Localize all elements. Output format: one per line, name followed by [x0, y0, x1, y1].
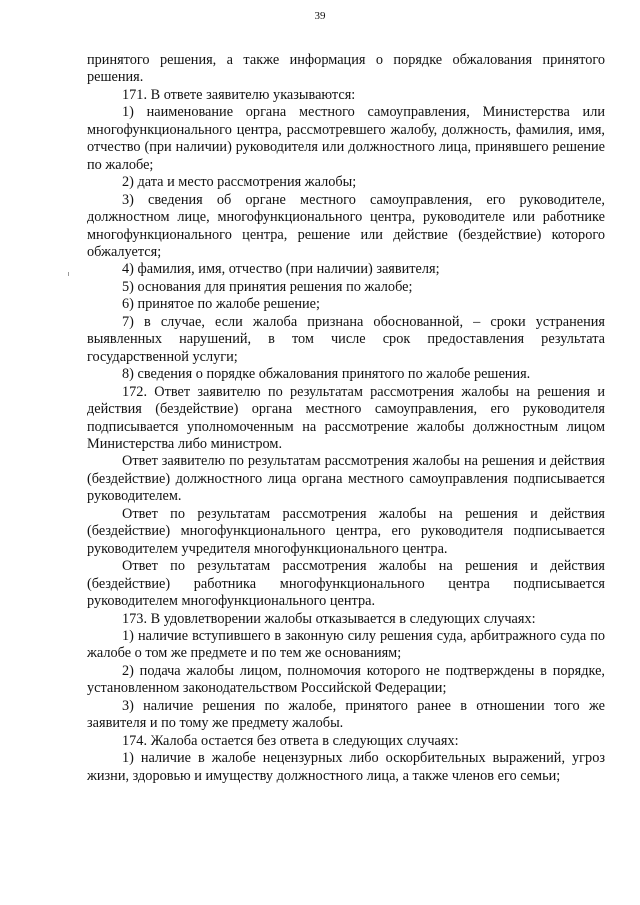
- paragraph-173-item-2: 2) подача жалобы лицом, полномочия которого не подтверждены в порядке, установленном законодательством Российской Федерации;: [87, 662, 605, 697]
- paragraph-171-heading: 171. В ответе заявителю указываются:: [122, 86, 356, 103]
- paragraph-171-item-4: 4) фамилия, имя, отчество (при наличии) заявителя;: [122, 261, 440, 278]
- paragraph-172-mfc: Ответ по результатам рассмотрения жалобы на решения и действия (бездействие) многофункционального центра, его руководителя подписывается руководителем учредителя многофункционального центра.: [87, 505, 605, 557]
- paragraph-174-heading: 174. Жалоба остается без ответа в следующих случаях:: [122, 732, 459, 749]
- document-body: [87, 52, 605, 785]
- paragraph-174-item-1: 1) наличие в жалобе нецензурных либо оскорбительных выражений, угроз жизни, здоровью и имуществу должностного лица, а также членов его семьи;: [87, 750, 605, 784]
- paragraph-171-item-1: 1) наименование органа местного самоуправления, Министерства или многофункционального центра, рассмотревшего жалобу, должность, фамилия, имя, отчество (при наличии) руководителя или должностного лица, принявшего решение по жалобе;: [87, 104, 605, 173]
- paragraph-171-item-8: 8) сведения о порядке обжалования принятого по жалобе решения.: [122, 366, 531, 383]
- scan-margin-mark: [68, 272, 69, 276]
- paragraph-172-official: Ответ заявителю по результатам рассмотрения жалобы на решения и действия (бездействие) должностного лица органа местного самоуправления подписывается руководителем.: [87, 453, 605, 505]
- paragraph-171-item-3: 3) сведения об органе местного самоуправления, его руководителе, должностном лице, многофункционального центра, руководителе или работнике многофункционального центра, решение или действие (бездействие) которого обжалуется;: [87, 191, 605, 260]
- paragraph-173-item-3: 3) наличие решения по жалобе, принятого ранее в отношении того же заявителя и по тому же предмету жалобы.: [87, 697, 605, 732]
- paragraph-continuation: принятого решения, а также информация о порядке обжалования принятого решения.: [87, 52, 605, 86]
- paragraph-171-item-6: 6) принятое по жалобе решение;: [122, 296, 320, 313]
- paragraph-173-heading: 173. В удовлетворении жалобы отказывается в следующих случаях:: [122, 610, 536, 627]
- paragraph-171-item-7: 7) в случае, если жалоба признана обоснованной, – сроки устранения выявленных нарушений, в том числе срок предоставления результата государственной услуги;: [87, 313, 605, 365]
- paragraph-173-item-1: 1) наличие вступившего в законную силу решения суда, арбитражного суда по жалобе о том же предмете и по тем же основаниям;: [87, 627, 605, 662]
- paragraph-171-item-2: 2) дата и место рассмотрения жалобы;: [122, 174, 357, 191]
- page-number: 39: [314, 10, 326, 22]
- paragraph-172-mfc-worker: Ответ по результатам рассмотрения жалобы на решения и действия (бездействие) работника многофункционального центра подписывается руководителем многофункционального центра.: [87, 558, 605, 610]
- paragraph-171-item-5: 5) основания для принятия решения по жалобе;: [122, 278, 413, 295]
- paragraph-172: 172. Ответ заявителю по результатам рассмотрения жалобы на решения и действия (бездействие) органа местного самоуправления, его руководителя подписывается уполномоченным на рассмотрение жалобы должностным лицом Министерства либо министром.: [87, 383, 605, 452]
